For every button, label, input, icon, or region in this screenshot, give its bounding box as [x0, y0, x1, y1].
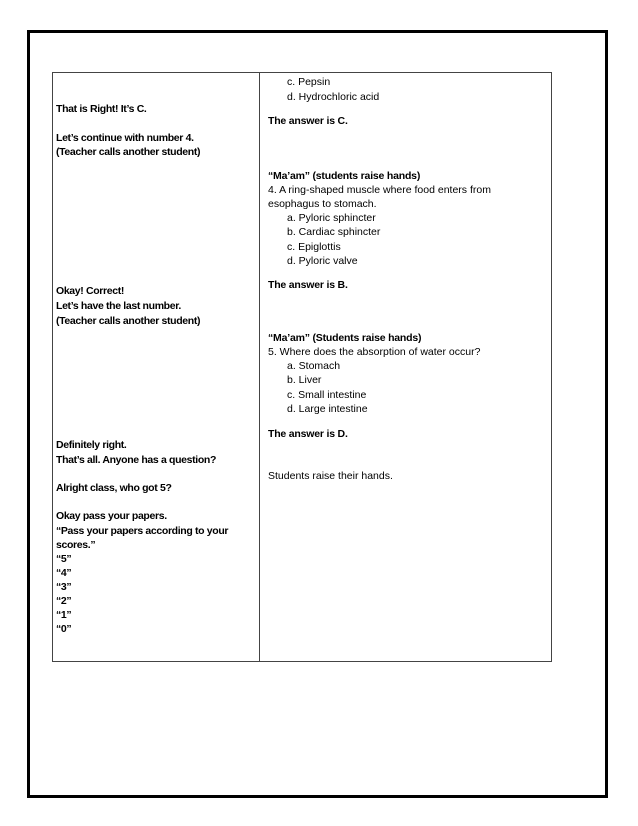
- teacher-line-5: Let’s have the last number.: [56, 300, 181, 312]
- q4-option-c: c. Epiglottis: [287, 241, 341, 253]
- students-raise-5: “Ma’am” (Students raise hands): [268, 332, 422, 344]
- q5-option-a: a. Stomach: [287, 360, 341, 372]
- score-0: “0”: [56, 623, 72, 635]
- teacher-line-3: (Teacher calls another student): [56, 146, 201, 158]
- q4-option-d: d. Pyloric valve: [287, 255, 358, 267]
- teacher-line-1: That is Right! It’s C.: [56, 103, 147, 115]
- q4-option-a: a. Pyloric sphincter: [287, 212, 376, 224]
- score-3: “3”: [56, 581, 72, 593]
- q5-option-d: d. Large intestine: [287, 403, 368, 415]
- question-4-line-1: 4. A ring-shaped muscle where food enters from: [268, 184, 491, 196]
- teacher-line-12: scores.”: [56, 539, 96, 551]
- question-5: 5. Where does the absorption of water occur?: [268, 346, 481, 358]
- teacher-line-2: Let’s continue with number 4.: [56, 132, 194, 144]
- q5-option-b: b. Liver: [287, 374, 322, 386]
- answer-5: The answer is D.: [268, 428, 348, 440]
- answer-3: The answer is C.: [268, 115, 348, 127]
- score-5: “5”: [56, 553, 72, 565]
- teacher-line-6: (Teacher calls another student): [56, 315, 201, 327]
- score-1: “1”: [56, 609, 72, 621]
- teacher-line-8: That’s all. Anyone has a question?: [56, 454, 217, 466]
- score-2: “2”: [56, 595, 72, 607]
- teacher-line-9: Alright class, who got 5?: [56, 482, 172, 494]
- students-raise-4: “Ma’am” (students raise hands): [268, 170, 421, 182]
- teacher-line-7: Definitely right.: [56, 439, 127, 451]
- q4-option-b: b. Cardiac sphincter: [287, 226, 381, 238]
- teacher-line-4: Okay! Correct!: [56, 285, 125, 297]
- q5-option-c: c. Small intestine: [287, 389, 367, 401]
- option-c-prev: c. Pepsin: [287, 76, 331, 88]
- answer-4: The answer is B.: [268, 279, 348, 291]
- column-divider: [259, 72, 260, 662]
- teacher-line-10: Okay pass your papers.: [56, 510, 167, 522]
- students-raise-hands: Students raise their hands.: [268, 470, 393, 482]
- option-d-prev: d. Hydrochloric acid: [287, 91, 380, 103]
- question-4-line-2: esophagus to stomach.: [268, 198, 377, 210]
- score-4: “4”: [56, 567, 72, 579]
- teacher-line-11: “Pass your papers according to your: [56, 525, 229, 537]
